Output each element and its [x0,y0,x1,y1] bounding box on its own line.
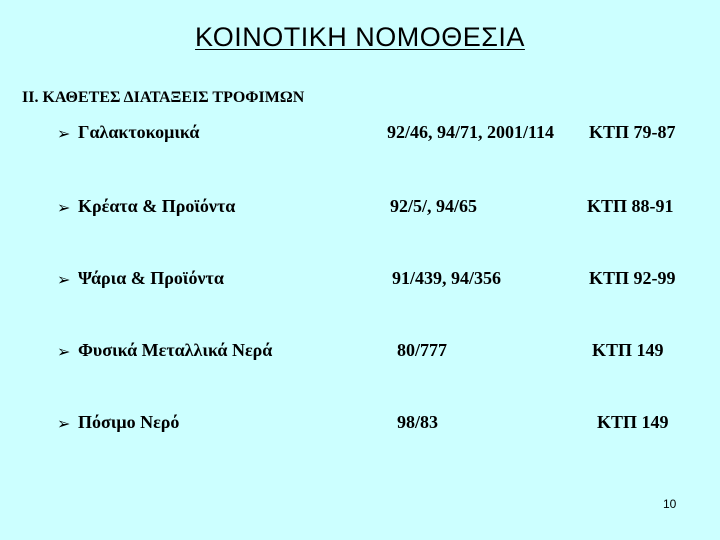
arrow-right-icon: ➢ [57,198,71,217]
page-number: 10 [663,497,677,511]
arrow-right-icon: ➢ [57,124,71,143]
arrow-right-icon: ➢ [57,414,71,433]
item-reference: ΚΤΠ 149 [592,340,664,360]
slide-title: ΚΟΙΝΟΤΙΚΗ ΝΟΜΟΘΕΣΙΑ [195,22,525,52]
arrow-right-icon: ➢ [57,342,71,361]
list-item [0,268,720,298]
list-item [0,340,720,370]
item-name: Κρέατα & Προϊόντα [78,196,236,216]
item-reference: ΚΤΠ 149 [597,412,669,432]
item-regulations: 92/5/, 94/65 [390,196,478,216]
item-regulations: 91/439, 94/356 [392,268,502,288]
item-name: Φυσικά Μεταλλικά Νερά [78,340,273,360]
list-item [0,122,720,152]
item-regulations: 92/46, 94/71, 2001/114 [387,122,555,142]
item-regulations: 98/83 [397,412,439,432]
item-regulations: 80/777 [397,340,448,360]
item-name: Ψάρια & Προϊόντα [78,268,224,288]
list-item [0,412,720,442]
list-item [0,196,720,226]
item-name: Πόσιμο Νερό [78,412,180,432]
item-name: Γαλακτοκομικά [78,122,200,142]
slide-subtitle: ΙΙ. ΚΑΘΕΤΕΣ ΔΙΑΤΑΞΕΙΣ ΤΡΟΦΙΜΩΝ [22,89,305,106]
item-reference: ΚΤΠ 92-99 [589,268,676,288]
arrow-right-icon: ➢ [57,270,71,289]
item-reference: ΚΤΠ 88-91 [587,196,674,216]
item-reference: ΚΤΠ 79-87 [589,122,676,142]
